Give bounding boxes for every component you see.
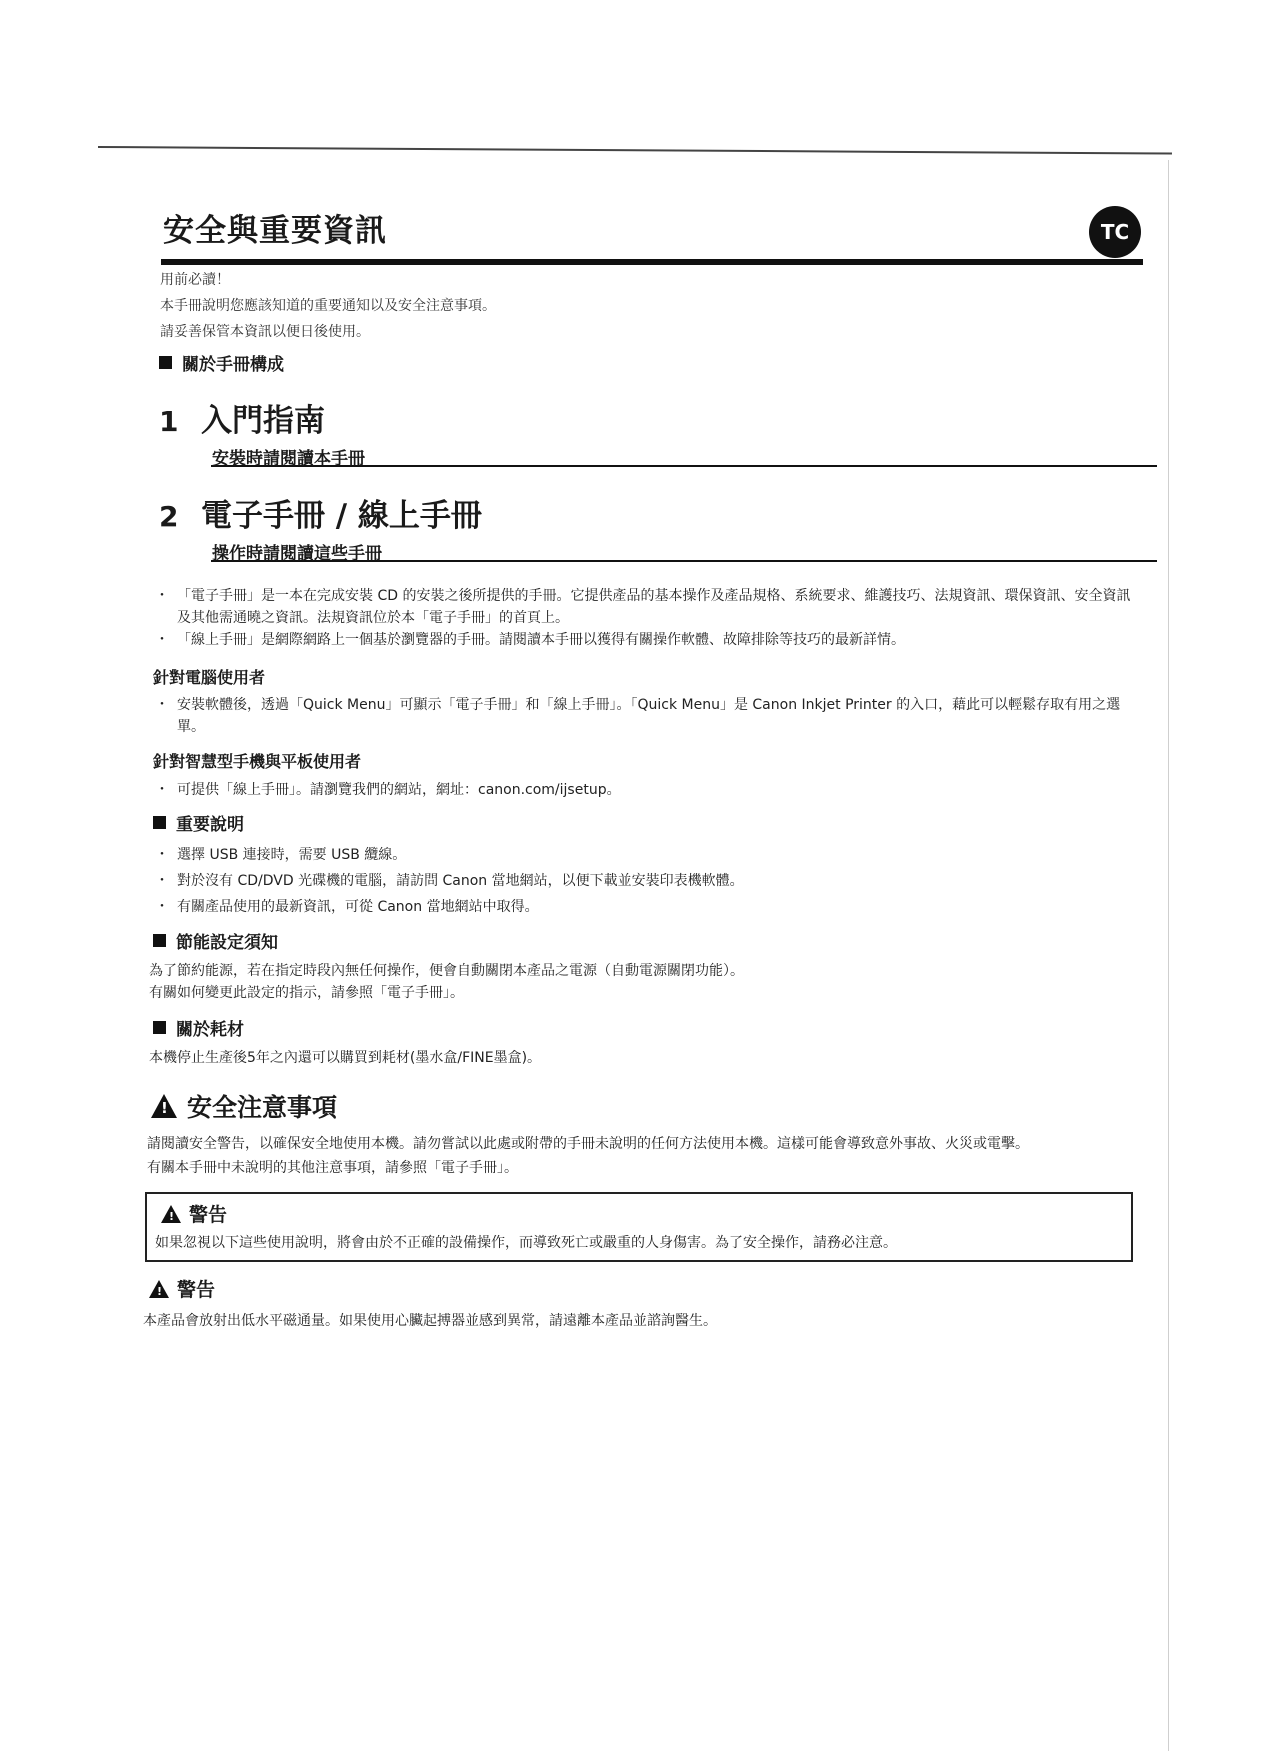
page-top-rule	[98, 146, 1172, 155]
safety-line-1: 請閱讀安全警告，以確保安全地使用本機。請勿嘗試以此處或附帶的手冊未說明的任何方法使用本機。這樣可能會導致意外事故、火災或電擊。	[147, 1136, 1029, 1152]
square-bullet-icon	[153, 934, 166, 947]
important-notes-heading: 重要說明	[153, 810, 244, 835]
list-item: ・ 選擇 USB 連接時，需要 USB 纜線。	[145, 842, 1135, 868]
title-row	[145, 200, 1145, 248]
list-item: ・ 安裝軟體後，透過「Quick Menu」可顯示「電子手冊」和「線上手冊」。「Quick Menu」是 Canon Inkjet Printer 的入口，藉此可以輕鬆存取有用之選單。	[145, 694, 1135, 738]
square-bullet-icon	[159, 356, 172, 369]
sheet-edge	[1168, 160, 1169, 1751]
energy-saving-line-2: 有關如何變更此設定的指示，請參照「電子手冊」。	[149, 985, 464, 1001]
warning-box	[145, 1192, 1133, 1262]
consumables-text: 本機停止生產後5年之內還可以購買到耗材(墨水盒/FINE墨盒)。	[149, 1050, 542, 1066]
page-title: 安全與重要資訊	[163, 213, 387, 249]
manual-item-1	[159, 395, 1149, 467]
manual-item-2-number: 2	[159, 500, 179, 533]
energy-saving-text	[149, 960, 1139, 1004]
manual-item-1-title: 入門指南	[201, 403, 325, 439]
manual-item-2-subtitle: 操作時請閱讀這些手冊	[212, 544, 382, 564]
important-notes-bullets	[145, 842, 1135, 920]
language-badge: TC	[1089, 206, 1141, 258]
warning-2-label: ! 警告	[149, 1275, 215, 1302]
manual-structure-heading: 關於手冊構成	[159, 350, 284, 375]
warning-2-text: 本產品會放射出低水平磁通量。如果使用心臟起搏器並感到異常，請遠離本產品並諮詢醫生。	[143, 1313, 717, 1329]
intro-line-2: 本手冊說明您應該知道的重要通知以及安全注意事項。	[160, 298, 496, 314]
pc-users-heading: 針對電腦使用者	[153, 668, 266, 687]
safety-heading: ! 安全注意事項	[151, 1088, 337, 1124]
manual-item-2-title: 電子手冊 / 線上手冊	[201, 498, 482, 534]
manual-item-2	[159, 490, 1149, 562]
pc-users-bullets	[145, 694, 1135, 738]
list-item: ・ 「電子手冊」是一本在完成安裝 CD 的安裝之後所提供的手冊。它提供產品的基本操作及產品規格、系統要求、維護技巧、法規資訊、環保資訊、安全資訊及其他需通曉之資訊。法規資訊位於本「電子手冊」的首頁上。	[145, 585, 1135, 629]
warning-box-text: 如果忽視以下這些使用說明，將會由於不正確的設備操作，而導致死亡或嚴重的人身傷害。為了安全操作，請務必注意。	[155, 1235, 897, 1251]
safety-text	[147, 1132, 1147, 1180]
energy-saving-heading: 節能設定須知	[153, 928, 278, 953]
safety-line-2: 有關本手冊中未說明的其他注意事項，請參照「電子手冊」。	[147, 1160, 518, 1176]
intro-line-3: 請妥善保管本資訊以便日後使用。	[160, 324, 370, 340]
intro-text	[160, 267, 496, 345]
list-item: ・ 有關產品使用的最新資訊，可從 Canon 當地網站中取得。	[145, 894, 1135, 920]
manual-item-1-subtitle: 安裝時請閱讀本手冊	[212, 449, 365, 469]
warning-box-label: ! 警告	[161, 1200, 227, 1227]
warning-triangle-icon	[161, 1205, 181, 1223]
warning-triangle-icon	[151, 1094, 177, 1118]
mobile-users-bullets	[145, 779, 1135, 801]
manual-bullets	[145, 585, 1135, 651]
warning-triangle-icon	[149, 1280, 169, 1298]
list-item: ・ 可提供「線上手冊」。請瀏覽我們的網站，網址：canon.com/ijsetup。	[145, 779, 1135, 801]
consumables-heading: 關於耗材	[153, 1015, 244, 1040]
list-item: ・ 對於沒有 CD/DVD 光碟機的電腦，請訪問 Canon 當地網站，以便下載並安裝印表機軟體。	[145, 868, 1135, 894]
intro-line-1: 用前必讀！	[160, 272, 230, 288]
document-content	[143, 200, 1145, 1329]
list-item: ・ 「線上手冊」是網際網路上一個基於瀏覽器的手冊。請閱讀本手冊以獲得有關操作軟體、故障排除等技巧的最新詳情。	[145, 629, 1135, 651]
mobile-users-heading: 針對智慧型手機與平板使用者	[153, 752, 362, 771]
manual-item-1-number: 1	[159, 405, 179, 438]
square-bullet-icon	[153, 816, 166, 829]
title-rule	[161, 259, 1143, 265]
energy-saving-line-1: 為了節約能源，若在指定時段內無任何操作，便會自動關閉本產品之電源（自動電源關閉功能）。	[149, 963, 744, 979]
square-bullet-icon	[153, 1021, 166, 1034]
